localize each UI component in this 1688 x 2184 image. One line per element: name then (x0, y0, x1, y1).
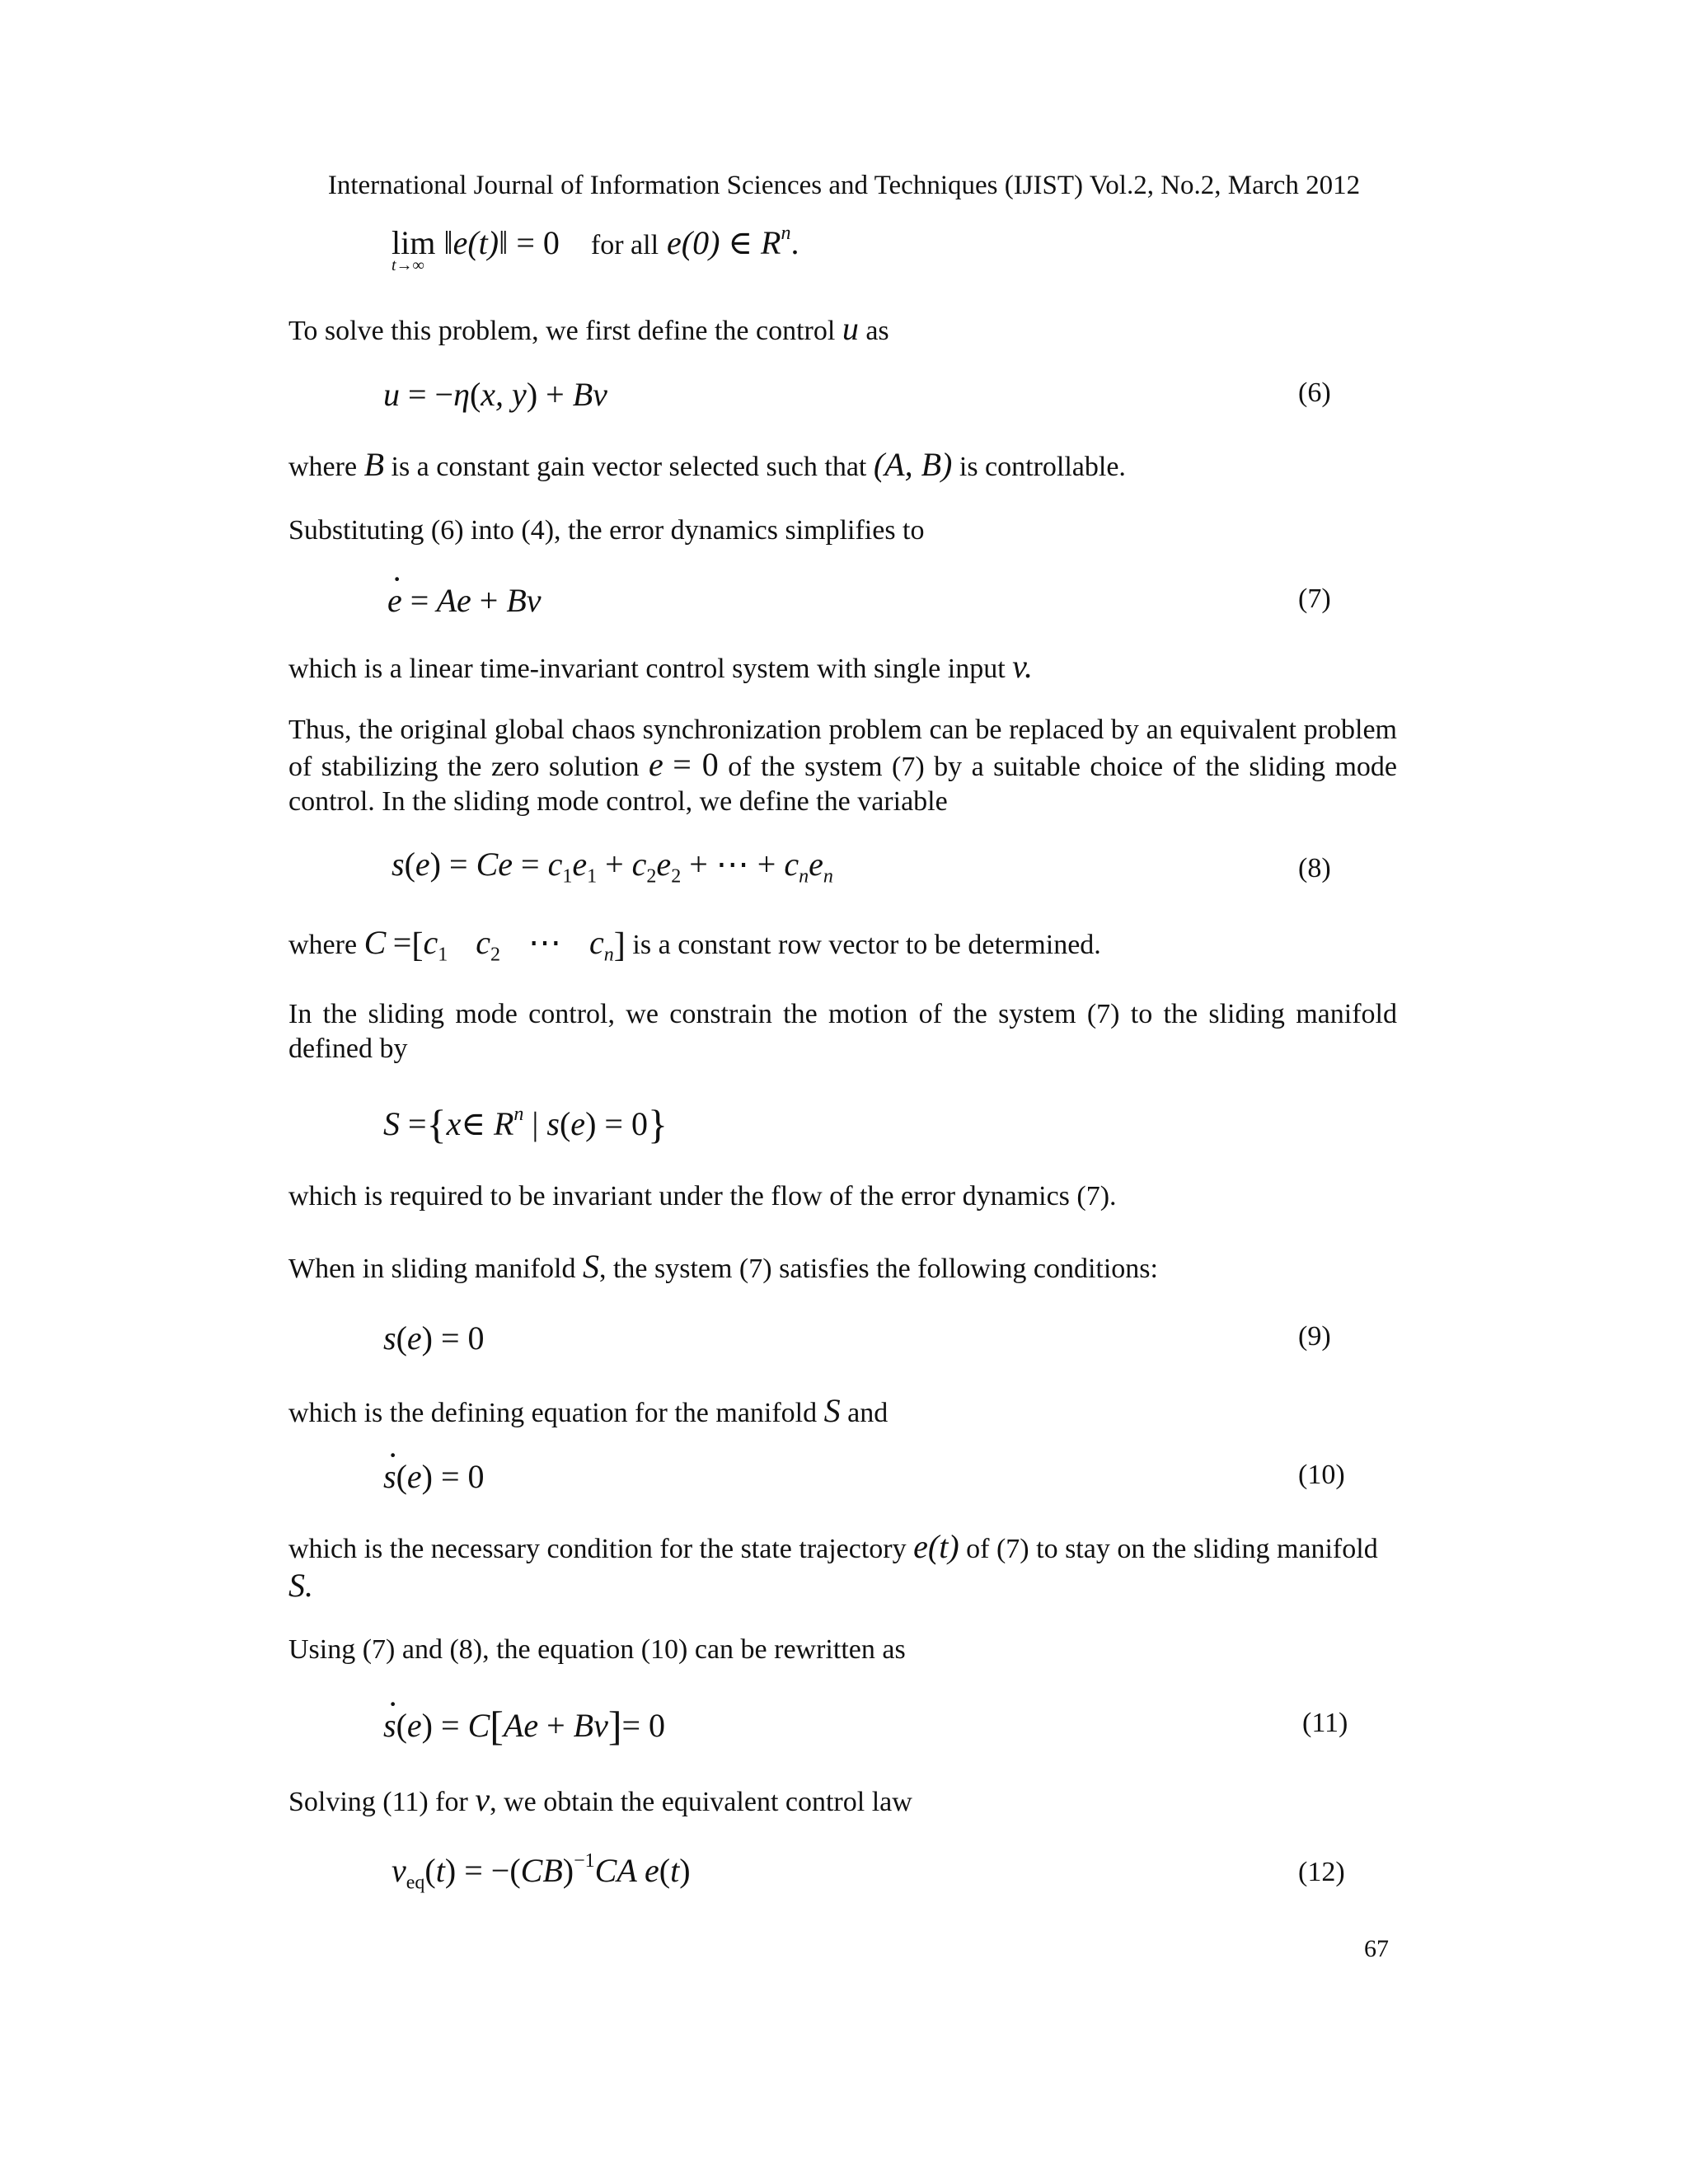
equation-12: $v_{eq}(t) = -(CB)^{-1}CA$ e(t) (392, 1850, 691, 1894)
paragraph-sliding-conditions: When in sliding manifold S, the system (7) satisfies the following conditions: (288, 1248, 1158, 1285)
equation-11: · s(e) = C[Ae + Bv]= 0 (383, 1702, 665, 1750)
paragraph-linear-system: which is a linear time-invariant control system with single input v. (288, 648, 1033, 685)
equation-7: · e = Ae + Bv (387, 581, 542, 620)
equation-number-6: (6) (1298, 377, 1331, 408)
paragraph-invariant: which is required to be invariant under the flow of the error dynamics (7). (288, 1181, 1117, 1212)
equation-number-9: (9) (1298, 1321, 1331, 1352)
equation-number-7: (7) (1298, 583, 1331, 614)
equation-number-12: (12) (1298, 1857, 1345, 1887)
equation-number-8: (8) (1298, 853, 1331, 883)
paragraph-defining-equation: which is the defining equation for the manifold S and (288, 1392, 889, 1429)
paragraph-constrain: In the sliding mode control, we constrain the motion of the system (7) to the sliding manifold defined by (288, 999, 1397, 1064)
equation-number-11: (11) (1302, 1708, 1348, 1738)
equation-10: · s(e) = 0 (383, 1457, 485, 1496)
equation-manifold: S ={x∈ $R^n$ | s(e) = 0} (383, 1101, 668, 1147)
paragraph-define-control: To solve this problem, we first define the control u as (288, 310, 889, 347)
journal-header: International Journal of Information Sciences and Techniques (IJIST) Vol.2, No.2, March 2012 (327, 171, 1361, 200)
paragraph-necessary-condition-end: S. (288, 1567, 313, 1604)
equation-8: $s(e) = Ce = c_1e_1 + c_2e_2$ + ⋯ + $c_ne_n$ (392, 846, 833, 888)
paragraph-thus: Thus, the original global chaos synchronization problem can be replaced by an equivalent problem of stabilizing the zero solution e = 0 of the system (7) by a suitable choice of the sliding mode control. In the sliding mode control, we define the variable (288, 715, 1398, 817)
paragraph-row-vector: where $C =[c_1$ $c_2$ ⋯ $c_n$] is a constant row vector to be determined. (288, 924, 1101, 966)
paragraph-rewritten: Using (7) and (8), the equation (10) can be rewritten as (288, 1634, 906, 1665)
equation-number-10: (10) (1298, 1460, 1345, 1490)
paragraph-substituting: Substituting (6) into (4), the error dynamics simplifies to (288, 515, 925, 546)
paragraph-necessary-condition: which is the necessary condition for the state trajectory e(t) of (7) to stay on the sliding manifold (288, 1528, 1378, 1565)
page-number: 67 (1364, 1935, 1389, 1962)
equation-6: u = −η(x, y) + Bv (383, 376, 607, 413)
equation-9: s(e) = 0 (383, 1319, 485, 1357)
paragraph-solving: Solving (11) for v, we obtain the equivalent control law (288, 1781, 912, 1818)
limit-equation: lim t→∞ ‖e(t)‖ = 0 for all e(0) ∈ $R^n$. (392, 223, 799, 274)
paragraph-gain-vector: where B is a constant gain vector selected such that (A, B) is controllable. (288, 446, 1126, 483)
